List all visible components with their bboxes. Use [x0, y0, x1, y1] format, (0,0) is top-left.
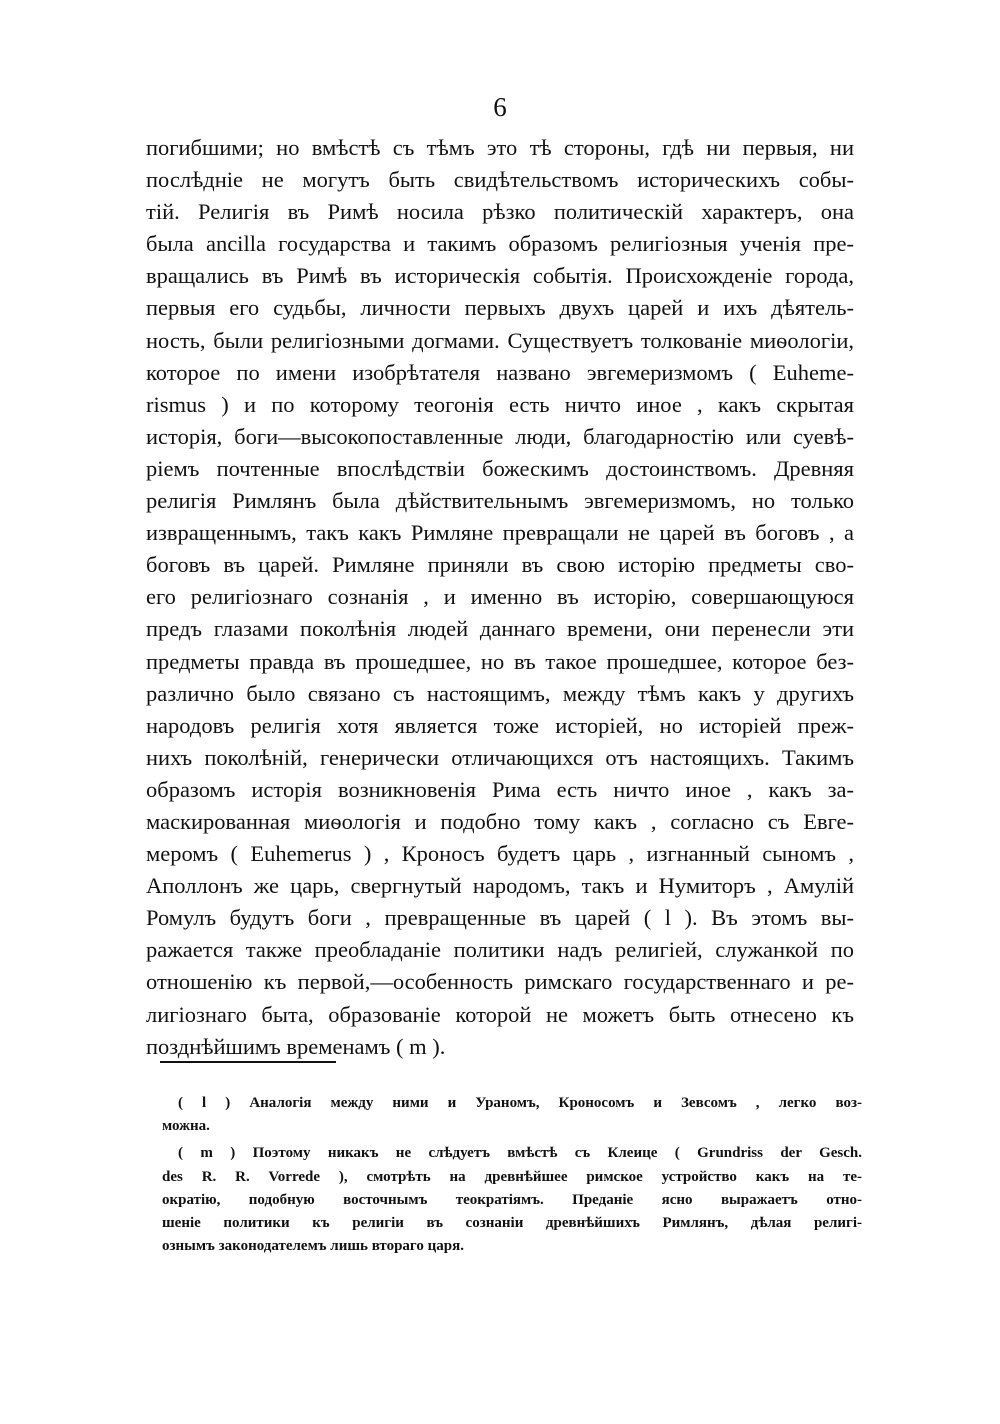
- text-line: образомъ исторія возникновенія Рима есть ничто иное , какъ за-: [146, 776, 854, 802]
- text-line: позднѣйшимъ временамъ ( m ).: [146, 1033, 446, 1059]
- text-line: отношенію къ первой,—особенность римскаго государственнаго и ре-: [146, 969, 854, 995]
- text-line: различно было связано съ настоящимъ, между тѣмъ какъ у другихъ: [146, 680, 854, 706]
- text-line: религія Римлянъ была дѣйствительнымъ эвгемеризмомъ, но только: [146, 488, 854, 514]
- footnotes: [162, 1092, 862, 1258]
- text-line: извращеннымъ, такъ какъ Римляне превращали не царей въ боговъ , а: [146, 520, 854, 546]
- text-line: тій. Религія въ Римѣ носила рѣзко политическій характеръ, она: [146, 199, 854, 225]
- text-line: послѣдніе не могутъ быть свидѣтельствомъ историческихъ собы-: [146, 167, 854, 193]
- text-line: rismus ) и по которому теогонія есть ничто иное , какъ скрытая: [146, 391, 854, 417]
- text-line: исторія, боги—высокопоставленные люди, благодарностію или суевѣ-: [146, 423, 854, 449]
- footnote-line: ознымъ законодателемъ лишь втораго царя.: [162, 1238, 464, 1255]
- text-line: была ancilla государства и такимъ образомъ религіозныя ученія пре-: [146, 231, 854, 257]
- text-line: Аполлонъ же царь, свергнутый народомъ, такъ и Нумиторъ , Амулій: [146, 873, 854, 899]
- text-line: меромъ ( Euhemerus ) , Кроносъ будетъ царь , изгнанный сыномъ ,: [146, 841, 854, 867]
- text-line: ражается также преобладаніе политики надъ религіей, служанкой по: [146, 937, 854, 963]
- text-line: ріемъ почтенные впослѣдствіи божескимъ достоинствомъ. Древняя: [146, 455, 854, 481]
- footnote-line: ( l ) Аналогія между ними и Ураномъ, Кроносомъ и Зевсомъ , легко воз-: [178, 1095, 862, 1111]
- main-text: [146, 132, 854, 1063]
- footnote-line: ократію, подобную восточнымъ теократіямъ. Преданіе ясно выражаетъ отно-: [162, 1191, 862, 1208]
- text-line: вращались въ Римѣ въ историческія событія. Происхожденіе города,: [146, 263, 854, 289]
- text-line: предъ глазами поколѣнія людей даннаго времени, они перенесли эти: [146, 616, 854, 642]
- text-line: маскированная миѳологія и подобно тому какъ , согласно съ Евге-: [146, 808, 854, 834]
- footnote-line: des R. R. Vorrede ), смотрѣть на древнѣйшее римское устройство какъ на те-: [162, 1168, 862, 1185]
- footnote-m: [162, 1142, 862, 1258]
- footnote-line: шеніе политики къ религіи въ сознаніи древнѣйшихъ Римлянъ, дѣлая религі-: [162, 1214, 862, 1231]
- text-line: боговъ въ царей. Римляне приняли въ свою исторію предметы сво-: [146, 552, 854, 578]
- footnote-line: ( m ) Поэтому никакъ не слѣдуетъ вмѣстѣ съ Клеице ( Grundriss der Gesch.: [178, 1145, 862, 1162]
- text-line: которое по имени изобрѣтателя названо эвгемеризмомъ ( Euheme-: [146, 359, 854, 385]
- text-line: первыя его судьбы, личности первыхъ двухъ царей и ихъ дѣятель-: [146, 295, 854, 321]
- footnote-l: [162, 1092, 862, 1138]
- page-number: 6: [493, 92, 507, 122]
- text-line: ность, были религіозными догмами. Существуетъ толкованіе миѳологіи,: [146, 327, 854, 353]
- text-line: народовъ религія хотя является тоже исторіей, но исторіей преж-: [146, 712, 854, 738]
- footnote-separator: [160, 1061, 336, 1063]
- text-line: погибшими; но вмѣстѣ съ тѣмъ это тѣ стороны, гдѣ ни первыя, ни: [146, 135, 854, 160]
- footnote-line: можна.: [162, 1118, 210, 1135]
- text-line: Ромулъ будутъ боги , превращенные въ царей ( l ). Въ этомъ вы-: [146, 905, 854, 931]
- text-line: нихъ поколѣній, генерически отличающихся отъ настоящихъ. Такимъ: [146, 744, 854, 770]
- text-line: предметы правда въ прошедшее, но въ такое прошедшее, которое без-: [146, 648, 854, 674]
- text-line: лигіознаго быта, образованіе которой не можетъ быть отнесено къ: [146, 1001, 854, 1027]
- text-line: его религіознаго сознанія , и именно въ исторію, совершающуюся: [146, 584, 854, 610]
